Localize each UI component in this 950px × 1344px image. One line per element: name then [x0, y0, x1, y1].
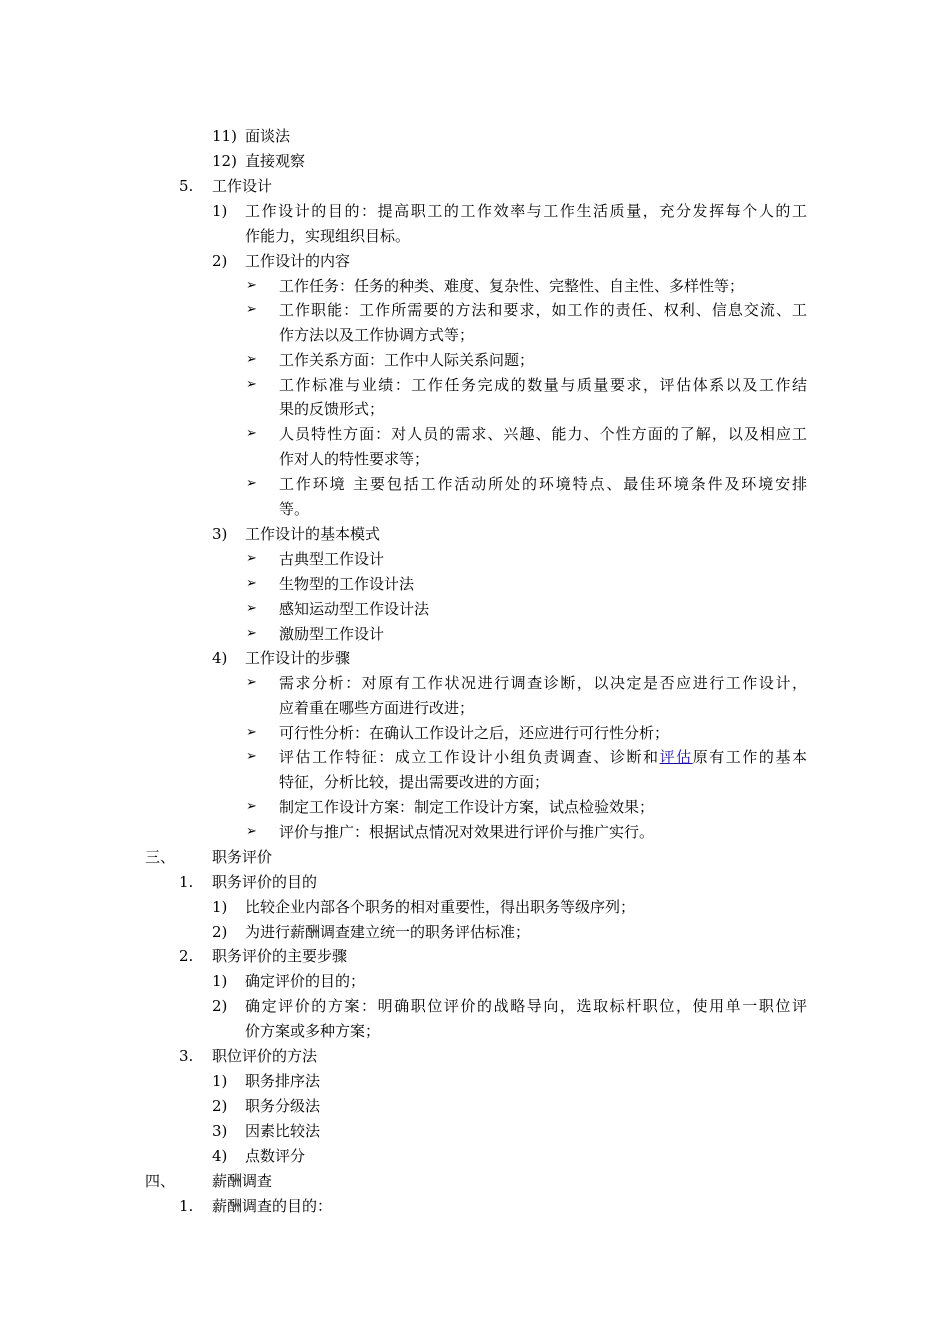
list-item-text: 作能力，实现组织目标。	[245, 227, 411, 245]
list-item-text: 比较企业内部各个职务的相对重要性，得出职务等级序列；	[245, 898, 636, 916]
list-item-text: 工作设计的内容	[245, 252, 351, 270]
list-item-text	[279, 376, 807, 394]
list-marker: 1)	[212, 898, 228, 916]
arrow-bullet-icon: ➢	[246, 352, 257, 367]
list-item-text: 工作设计的步骤	[245, 649, 351, 667]
list-item-text: 确定评价的目的；	[245, 972, 366, 990]
list-marker: 2)	[212, 1097, 228, 1115]
list-item-text: 古典型工作设计	[279, 550, 385, 568]
arrow-bullet-icon: ➢	[246, 551, 257, 566]
list-item-text	[245, 997, 807, 1015]
list-marker: 三、	[145, 848, 176, 866]
justified-line: 工作设计的目的：提高职工的工作效率与工作生活质量，充分发挥每个人的工	[245, 202, 807, 220]
list-marker: 5.	[179, 177, 194, 195]
list-item-text: 职务排序法	[245, 1072, 321, 1090]
arrow-bullet-icon: ➢	[246, 576, 257, 591]
list-item-text: 感知运动型工作设计法	[279, 600, 430, 618]
list-marker: 1)	[212, 972, 228, 990]
list-item-text: 职务评价	[212, 848, 273, 866]
arrow-bullet-icon: ➢	[246, 626, 257, 641]
list-marker: 4)	[212, 649, 228, 667]
list-marker: 3)	[212, 525, 228, 543]
text-segment: 评估工作特征：成立工作设计小组负责调查、诊断和	[279, 748, 660, 766]
list-marker: 1)	[212, 202, 228, 220]
list-marker: 四、	[145, 1172, 176, 1190]
justified-line: 人员特性方面：对人员的需求、兴趣、能力、个性方面的了解，以及相应工	[279, 425, 807, 443]
list-marker: 2)	[212, 923, 228, 941]
list-item-text: 工作设计的基本模式	[245, 525, 381, 543]
list-item-text: 等。	[279, 500, 310, 518]
arrow-bullet-icon: ➢	[246, 302, 257, 317]
list-item-text: 特征，分析比较，提出需要改进的方面；	[279, 773, 550, 791]
justified-line	[279, 748, 807, 766]
list-item-text: 直接观察	[245, 152, 306, 170]
list-item-text: 工作关系方面：工作中人际关系问题；	[279, 351, 535, 369]
arrow-bullet-icon: ➢	[246, 476, 257, 491]
list-item-text: 工作任务：任务的种类、难度、复杂性、完整性、自主性、多样性等；	[279, 277, 745, 295]
arrow-bullet-icon: ➢	[246, 675, 257, 690]
arrow-bullet-icon: ➢	[246, 824, 257, 839]
list-item-text	[279, 301, 807, 319]
list-item-text	[279, 748, 807, 766]
list-item-text: 激励型工作设计	[279, 625, 385, 643]
list-item-text	[279, 475, 807, 493]
arrow-bullet-icon: ➢	[246, 601, 257, 616]
list-marker: 1.	[179, 873, 194, 891]
justified-line: 工作职能：工作所需要的方法和要求，如工作的责任、权利、信息交流、工	[279, 301, 807, 319]
list-item-text: 点数评分	[245, 1147, 306, 1165]
list-marker: 1)	[212, 1072, 228, 1090]
list-item-text: 评价与推广：根据试点情况对效果进行评价与推广实行。	[279, 823, 655, 841]
list-item-text: 价方案或多种方案；	[245, 1022, 381, 1040]
list-item-text: 因素比较法	[245, 1122, 321, 1140]
arrow-bullet-icon: ➢	[246, 749, 257, 764]
list-item-text: 工作设计	[212, 177, 273, 195]
arrow-bullet-icon: ➢	[246, 799, 257, 814]
list-item-text: 作方法以及工作协调方式等；	[279, 326, 475, 344]
justified-line: 需求分析：对原有工作状况进行调查诊断，以决定是否应进行工作设计，	[279, 674, 807, 692]
list-item-text	[279, 674, 807, 692]
list-marker: 11)	[212, 127, 237, 145]
list-item-text: 职位评价的方法	[212, 1047, 318, 1065]
list-item-text: 薪酬调查的目的：	[212, 1197, 333, 1215]
list-item-text: 为进行薪酬调查建立统一的职务评估标准；	[245, 923, 531, 941]
arrow-bullet-icon: ➢	[246, 725, 257, 740]
list-item-text	[245, 202, 807, 220]
list-item-text: 可行性分析：在确认工作设计之后，还应进行可行性分析；	[279, 724, 670, 742]
list-marker: 2.	[179, 947, 194, 965]
list-item-text: 职务评价的目的	[212, 873, 318, 891]
list-item-text: 面谈法	[245, 127, 291, 145]
list-item-text: 薪酬调查	[212, 1172, 273, 1190]
evaluate-link[interactable]: 评估	[659, 748, 693, 766]
list-marker: 2)	[212, 997, 228, 1015]
text-segment: 原有工作的基本	[692, 748, 807, 766]
justified-line: 工作标准与业绩：工作任务完成的数量与质量要求，评估体系以及工作结	[279, 376, 807, 394]
list-marker: 2)	[212, 252, 228, 270]
list-item-text: 作对人的特性要求等；	[279, 450, 430, 468]
list-marker: 12)	[212, 152, 237, 170]
justified-line: 确定评价的方案：明确职位评价的战略导向，选取标杆职位，使用单一职位评	[245, 997, 807, 1015]
list-marker: 3)	[212, 1122, 228, 1140]
list-marker: 4)	[212, 1147, 228, 1165]
list-item-text: 应着重在哪些方面进行改进；	[279, 699, 475, 717]
list-marker: 1.	[179, 1197, 194, 1215]
list-item-text: 职务分级法	[245, 1097, 321, 1115]
arrow-bullet-icon: ➢	[246, 377, 257, 392]
list-marker: 3.	[179, 1047, 194, 1065]
arrow-bullet-icon: ➢	[246, 278, 257, 293]
list-item-text: 职务评价的主要步骤	[212, 947, 348, 965]
arrow-bullet-icon: ➢	[246, 426, 257, 441]
list-item-text: 制定工作设计方案：制定工作设计方案，试点检验效果；	[279, 798, 655, 816]
list-item-text: 果的反馈形式；	[279, 400, 385, 418]
list-item-text	[279, 425, 807, 443]
list-item-text: 生物型的工作设计法	[279, 575, 415, 593]
justified-line: 工作环境 主要包括工作活动所处的环境特点、最佳环境条件及环境安排	[279, 475, 807, 493]
